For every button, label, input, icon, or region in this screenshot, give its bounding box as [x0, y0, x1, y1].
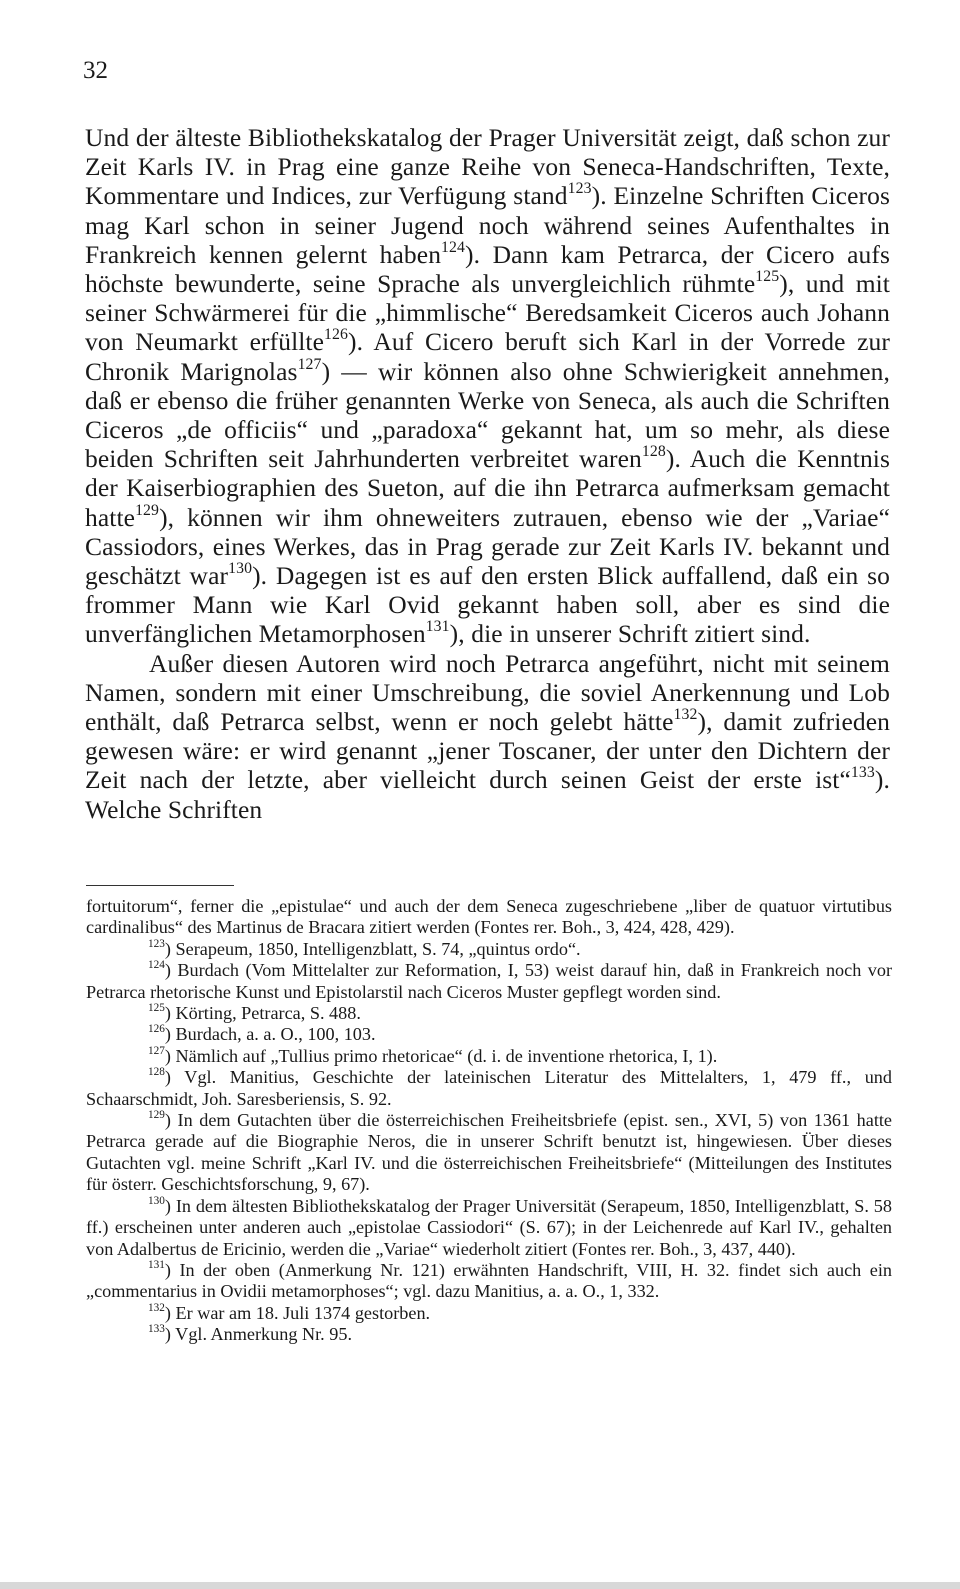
footnote-ref: 130 [228, 559, 253, 577]
text-run: ) — wir können also ohne Schwierigkeit annehmen, daß er ebenso die früher genannten Werke von Seneca, als auch die Schriften Ciceros „de officiis“ und „paradoxa“ gekannt hat, um so mehr, als diese beiden Schriften seit Jahrhunderten verbreitet waren [85, 356, 891, 474]
text-run: ). Einzelne Schriften Ciceros mag Karl schon in seiner Jugend noch während seines Aufenthaltes in Frankreich kennen gelernt haben [85, 181, 890, 269]
text-run: ), können wir ihm ohneweiters zutrauen, ebenso wie der „Variae“ Cassiodors, eines Werkes, das in Prag gerade zur Zeit Karls IV. bekannt und geschätzt war [85, 502, 890, 591]
footnote-text: ) In dem ältesten Bibliothekskatalog der Prager Universität (Serapeum, 1850, Intelligenzblatt, S. 58 ff.) erscheinen unter anderen auch „epistolae Cassiodori“ (S. 67); in der Leichenrede auf Karl IV., gehalten von Adalbertus de Ericinio, werden die „Variae“ wiederholt zitiert (Fontes rer. Boh., 3, 437, 440). [86, 1195, 892, 1259]
footnote-number: 130 [148, 1194, 165, 1207]
footnote-123 [86, 939, 892, 960]
footnote-ref: 123 [567, 180, 592, 198]
footnote-124 [86, 960, 892, 1003]
footnote-text: ) Burdach, a. a. O., 100, 103. [164, 1024, 376, 1045]
text-run: ), die in unserer Schrift zitiert sind. [449, 619, 811, 649]
footnote-133 [86, 1324, 892, 1345]
footnote-number: 128 [148, 1066, 165, 1079]
footnote-text: ) Serapeum, 1850, Intelligenzblatt, S. 74, „quintus ordo“. [164, 938, 581, 959]
text-run: ). Auf Cicero beruft sich Karl in der Vorrede zur Chronik Marignolas [85, 327, 890, 386]
text-run: ), damit zufrieden gewesen wäre: er wird genannt „jener Toscaner, der unter den Dichtern der Zeit nach der letzte, aber vielleicht durch seinen Geist der erste ist“ [85, 707, 890, 795]
footnote-131 [86, 1260, 892, 1303]
text-run: ). Dagegen ist es auf den ersten Blick auffallend, daß ein so frommer Mann wie Karl Ovid gekannt haben soll, aber es sind die unverfänglichen Metamorphosen [85, 561, 890, 649]
footnote-number: 125 [148, 1001, 165, 1014]
footnote-number: 131 [148, 1258, 165, 1271]
footnote-divider [86, 885, 234, 886]
footnote-continuation: fortuitorum“, ferner die „epistulae“ und auch der dem Seneca zugeschriebene „liber de quatuor virtutibus cardinalibus“ des Martinus de Bracara zitiert werden (Fontes rer. Boh., 3, 424, 428, 429). [86, 896, 892, 938]
footnote-text: ) Burdach (Vom Mittelalter zur Reformation, I, 53) weist darauf hin, daß in Frankreich noch vor Petrarca rhetorische Kunst und Epistolarstil nach Ciceros Muster gepflegt worden sind. [86, 960, 892, 1002]
footnote-ref: 128 [641, 443, 666, 461]
paragraph-2 [85, 649, 890, 824]
footnote-text: ) Nämlich auf „Tullius primo rhetoricae“ (d. i. de inventione rhetorica, I, 1). [164, 1045, 718, 1066]
footnote-127 [86, 1046, 892, 1067]
footnote-number: 126 [148, 1023, 165, 1036]
footnote-129 [86, 1110, 892, 1196]
main-text [85, 123, 890, 824]
footnote-text: ) In dem Gutachten über die österreichischen Freiheitsbriefe (epist. sen., XVI, 5) von 1361 hatte Petrarca gerade auf die Biographie Neros, die in unserer Schrift benutzt ist, hingewiesen. Über dieses Gutachten vgl. meine Schrift „Karl IV. und die österreichischen Freiheitsbriefe“ (Mitteilungen des Institutes für österr. Geschichtsforschung, 9, 67). [86, 1110, 892, 1195]
footnote-text: ) Er war am 18. Juli 1374 gestorben. [164, 1302, 431, 1323]
footnote-132 [86, 1303, 892, 1324]
footnote-130 [86, 1196, 892, 1260]
footnote-ref: 124 [441, 238, 466, 256]
footnote-number: 129 [148, 1108, 165, 1121]
footnote-128 [86, 1067, 892, 1110]
footnote-125 [86, 1003, 892, 1024]
footnote-ref: 131 [425, 618, 450, 636]
text-run: ). Auch die Kenntnis der Kaiserbiographien des Sueton, auf die ihn Petrarca aufmerksam gemacht hatte [85, 444, 890, 532]
page-number: 32 [83, 57, 108, 84]
footnote-number: 124 [148, 959, 165, 972]
text-run: Außer diesen Autoren wird noch Petrarca angeführt, nicht mit seinem Namen, sondern mit einer Umschreibung, die soviel Anerkennung und Lob enthält, daß Petrarca selbst, wenn er noch gelebt hätte [85, 648, 890, 737]
footnote-text: ) Vgl. Manitius, Geschichte der lateinischen Literatur des Mittelalters, 1, 479 ff., und Schaarschmidt, Joh. Saresberiensis, S. 92. [86, 1067, 892, 1109]
footnote-ref: 129 [135, 501, 160, 519]
text-run: ), und mit seiner Schwärmerei für die „himmlische“ Beredsamkeit Ciceros auch Johann von Neumarkt erfüllte [85, 269, 890, 357]
footnote-ref: 127 [297, 355, 322, 373]
text-run: ). Welche Schriften [85, 765, 890, 824]
footnote-text: ) Vgl. Anmerkung Nr. 95. [164, 1324, 352, 1345]
page-bottom-edge [0, 1582, 960, 1589]
footnote-number: 133 [148, 1322, 165, 1335]
text-run: Und der älteste Bibliothekskatalog der Prager Universität zeigt, daß schon zur Zeit Karls IV. in Prag eine ganze Reihe von Seneca-Handschriften, Texte, Kommentare und Indices, zur Verfügung stand [85, 123, 890, 211]
text-run: ). Dann kam Petrarca, der Cicero aufs höchste bewunderte, seine Sprache als unvergleichlich rühmte [85, 239, 890, 299]
footnote-text: ) Körting, Petrarca, S. 488. [164, 1003, 361, 1024]
footnote-number: 132 [148, 1301, 165, 1314]
footnote-ref: 133 [850, 764, 875, 782]
footnote-ref: 126 [324, 326, 349, 344]
paragraph-1 [85, 123, 890, 649]
footnote-number: 123 [148, 937, 165, 950]
footnote-126 [86, 1024, 892, 1045]
footnote-ref: 132 [673, 705, 698, 723]
footnote-number: 127 [148, 1044, 165, 1057]
footnote-text: ) In der oben (Anmerkung Nr. 121) erwähnten Handschrift, VIII, H. 32. findet sich auch ein „commentarius in Ovidii metamorphoses“; vgl. dazu Manitius, a. a. O., 1, 332. [86, 1259, 892, 1302]
footnote-ref: 125 [755, 267, 780, 285]
footnotes [86, 896, 892, 1346]
